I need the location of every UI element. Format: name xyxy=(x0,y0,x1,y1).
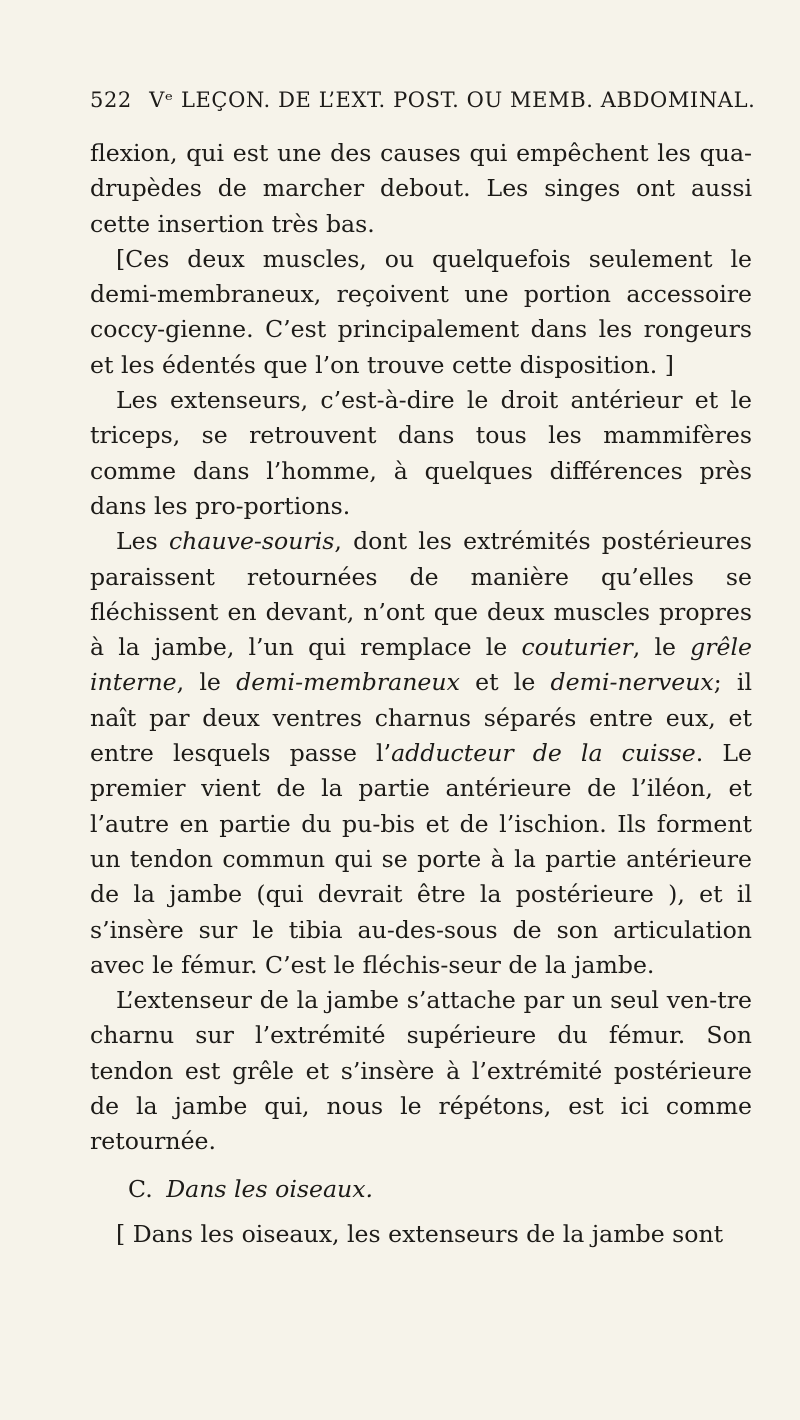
paragraph-4-italic-4: demi-membraneux xyxy=(236,668,460,697)
running-title: Vᵉ LEÇON. DE L’EXT. POST. OU MEMB. ABDOMINAL. xyxy=(149,88,756,112)
paragraph-4-italic-5: demi-nerveux xyxy=(550,668,714,697)
paragraph-4 xyxy=(90,524,752,983)
paragraph-6-text: [ Dans les oiseaux, les extenseurs de la jambe sont xyxy=(116,1219,724,1248)
paragraph-2 xyxy=(90,242,752,383)
paragraph-3 xyxy=(90,383,752,524)
paragraph-1 xyxy=(90,136,752,242)
paragraph-4-text-6: ; il naît par deux ventres charnus séparés entre eux, et entre lesquels passe l’ xyxy=(90,668,753,768)
paragraph-4-text-7: . Le premier vient de la partie antérieure de l’iléon, et l’autre en partie du pu-bis et de l’ischion. Ils forment un tendon commun qui se porte à la partie antérieure de la jambe (qui devrait être la postérieure ), et il s’insère sur le tibia au-des-sous de son articulation avec le fémur. C’est le fléchis-seur de la jambe. xyxy=(90,739,752,979)
page-number: 522 xyxy=(90,88,132,112)
paragraph-4-italic-1: chauve-souris xyxy=(168,527,335,556)
paragraph-4-text-2: , dont les extrémités postérieures paraissent retournées de manière qu’elles se fléchissent en devant, n’ont que deux muscles propres à la jambe, l’un qui remplace le xyxy=(90,527,752,662)
paragraph-4-text-4: , le xyxy=(176,668,237,697)
section-title: Dans les oiseaux. xyxy=(166,1174,374,1203)
paragraph-4-text-5: et le xyxy=(459,668,551,697)
paragraph-4-italic-2: couturier xyxy=(521,633,633,662)
paragraph-5 xyxy=(90,983,752,1159)
paragraph-4-italic-3: grêle interne xyxy=(90,633,752,697)
paragraph-1-text: flexion, qui est une des causes qui empêchent les qua-drupèdes de marcher debout. Les singes ont aussi cette insertion très bas. xyxy=(90,139,752,238)
section-heading xyxy=(128,1172,752,1207)
paragraph-4-text-1: Les xyxy=(116,527,169,556)
paragraph-2-text: [Ces deux muscles, ou quelquefois seulement le demi-membraneux, reçoivent une portion accessoire coccy-gienne. C’est principalement dans les rongeurs et les édentés que l’on trouve cette disposition. ] xyxy=(90,244,752,379)
paragraph-6 xyxy=(90,1217,752,1252)
section-letter: C. xyxy=(128,1174,153,1203)
paragraph-3-text: Les extenseurs, c’est-à-dire le droit antérieur et le triceps, se retrouvent dans tous les mammifères comme dans l’homme, à quelques différences près dans les pro-portions. xyxy=(90,386,752,520)
paragraph-4-italic-6: adducteur de la cuisse xyxy=(391,739,696,768)
paragraph-5-text: L’extenseur de la jambe s’attache par un seul ven-tre charnu sur l’extrémité supérieure du fémur. Son tendon est grêle et s’insère à l’extrémité postérieure de la jambe qui, nous le répétons, est ici comme retournée. xyxy=(90,986,752,1156)
paragraph-4-text-3: , le xyxy=(632,633,691,662)
running-head xyxy=(90,88,756,112)
